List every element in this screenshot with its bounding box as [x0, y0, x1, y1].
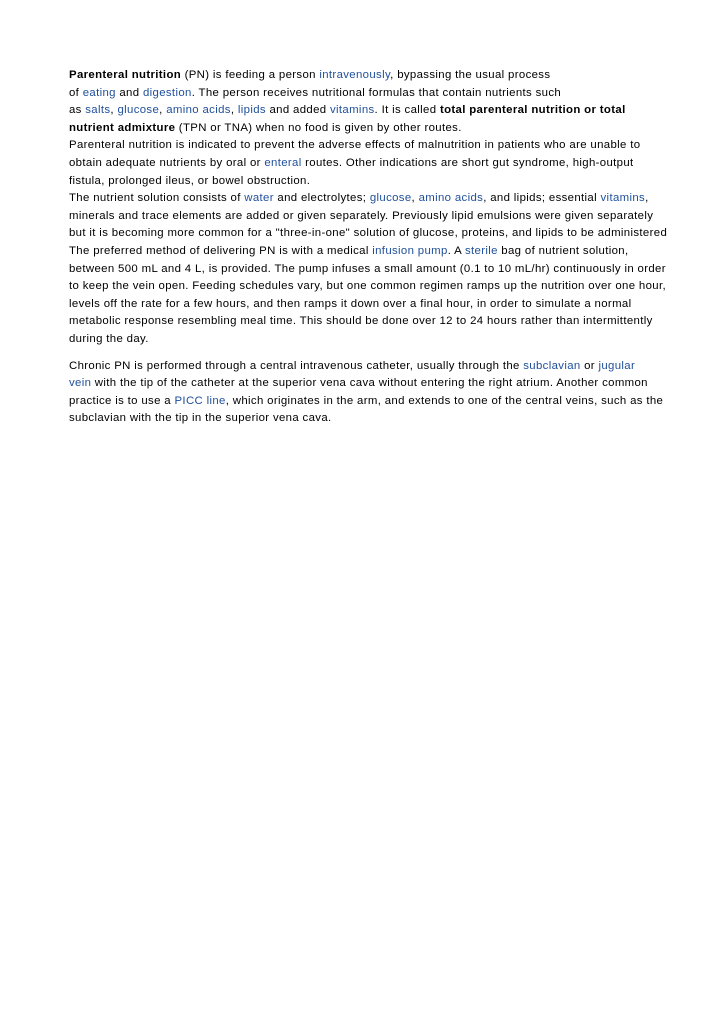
- text-run: bag of nutrient solution,: [497, 244, 629, 257]
- text-line: [69, 243, 659, 261]
- text-run: , and lipids; essential: [483, 192, 601, 205]
- link-eating[interactable]: eating: [82, 86, 116, 99]
- text-run: , bypassing the usual process: [390, 69, 551, 81]
- text-line: but it is becoming more common for a "three-in-one" solution of glucose, proteins, and lipids to be administered: [69, 227, 668, 240]
- text-run: (PN) is feeding a person: [181, 69, 320, 81]
- text-line: [69, 155, 659, 173]
- text-line: [69, 190, 659, 208]
- text-line: subclavian with the tip in the superior vena cava.: [69, 412, 332, 425]
- text-run: ,: [159, 104, 167, 117]
- link-glucose[interactable]: glucose: [369, 192, 412, 205]
- text-run: . It is called: [374, 104, 440, 117]
- link-amino-acids[interactable]: amino acids: [418, 192, 484, 205]
- text-line: [69, 393, 664, 411]
- text-line: levels off the rate for a few hours, and then ramps it down over a final hour, in order to simulate a normal: [69, 297, 632, 310]
- article-body: [69, 67, 668, 428]
- text-run: The preferred method of delivering PN is with a medical: [69, 244, 373, 257]
- text-run: . A: [447, 244, 465, 257]
- paragraph-solution: [69, 190, 668, 243]
- text-line: [69, 375, 659, 393]
- text-line: Parenteral nutrition is indicated to prevent the adverse effects of malnutrition in patients who are unable to: [69, 139, 641, 152]
- text-run: The nutrient solution consists of: [69, 192, 245, 205]
- text-line: between 500 mL and 4 L, is provided. The pump infuses a small amount (0.1 to 10 mL/hr) continuously in order: [69, 262, 666, 275]
- link-lipids[interactable]: lipids: [237, 104, 266, 117]
- text-line: [69, 85, 659, 103]
- text-run: routes. Other indications are short gut syndrome, high-output: [301, 156, 634, 169]
- text-line: fistula, prolonged ileus, or bowel obstruction.: [69, 174, 311, 187]
- text-run: . The person receives nutritional formulas that contain nutrients such: [191, 86, 562, 99]
- text-run: ,: [411, 192, 419, 205]
- text-run: , which originates in the arm, and extends to one of the central veins, such as the: [225, 394, 664, 407]
- text-run: or: [580, 359, 599, 372]
- link-vitamins[interactable]: vitamins: [600, 192, 646, 205]
- bold-term: total parenteral nutrition or total: [439, 104, 626, 117]
- link-intravenously[interactable]: intravenously: [319, 69, 391, 81]
- link-sterile[interactable]: sterile: [464, 244, 498, 257]
- text-line: metabolic response resembling meal time. This should be done over 12 to 24 hours rather than intermittently: [69, 315, 653, 328]
- text-line: [69, 67, 659, 85]
- text-line: [69, 120, 659, 138]
- text-run: and added: [265, 104, 330, 117]
- link-vein[interactable]: vein: [69, 377, 92, 390]
- text-run: of: [69, 86, 83, 99]
- link-picc-line[interactable]: PICC line: [174, 394, 226, 407]
- link-amino-acids[interactable]: amino acids: [166, 104, 231, 117]
- text-line: [69, 102, 659, 120]
- link-jugular[interactable]: jugular: [598, 359, 636, 372]
- link-vitamins[interactable]: vitamins: [329, 104, 375, 117]
- text-run: and: [115, 86, 143, 99]
- text-run: with the tip of the catheter at the superior vena cava without entering the right atrium. Another common: [91, 377, 648, 390]
- text-run: practice is to use a: [69, 394, 175, 407]
- text-run: ,: [230, 104, 238, 117]
- text-run: Chronic PN is performed through a central intravenous catheter, usually through the: [69, 359, 524, 372]
- link-water[interactable]: water: [244, 192, 274, 205]
- link-digestion[interactable]: digestion: [142, 86, 192, 99]
- text-line: minerals and trace elements are added or given separately. Previously lipid emulsions were given separately: [69, 209, 654, 222]
- text-run: and electrolytes;: [273, 192, 370, 205]
- text-line: to keep the vein open. Feeding schedules vary, but one common regimen ramps up the nutrition over one hour,: [69, 280, 666, 293]
- link-glucose[interactable]: glucose: [117, 104, 160, 117]
- paragraph-delivery: [69, 243, 666, 349]
- link-infusion-pump[interactable]: infusion pump: [372, 244, 448, 257]
- text-run: as: [69, 104, 86, 117]
- text-run: ,: [645, 192, 649, 205]
- text-run: obtain adequate nutrients by oral or: [69, 156, 265, 169]
- paragraph-indications: [69, 137, 659, 190]
- bold-term: nutrient admixture: [69, 121, 176, 134]
- link-subclavian[interactable]: subclavian: [523, 359, 581, 372]
- text-run: ,: [110, 104, 118, 117]
- paragraph-intro: [69, 67, 659, 137]
- paragraph-chronic-pn: [69, 358, 664, 428]
- link-enteral[interactable]: enteral: [264, 156, 302, 169]
- text-run: (TPN or TNA) when no food is given by other routes.: [175, 121, 462, 134]
- text-line: during the day.: [69, 332, 149, 345]
- bold-term: Parenteral nutrition: [69, 69, 182, 81]
- link-salts[interactable]: salts: [85, 104, 111, 117]
- text-line: [69, 358, 659, 376]
